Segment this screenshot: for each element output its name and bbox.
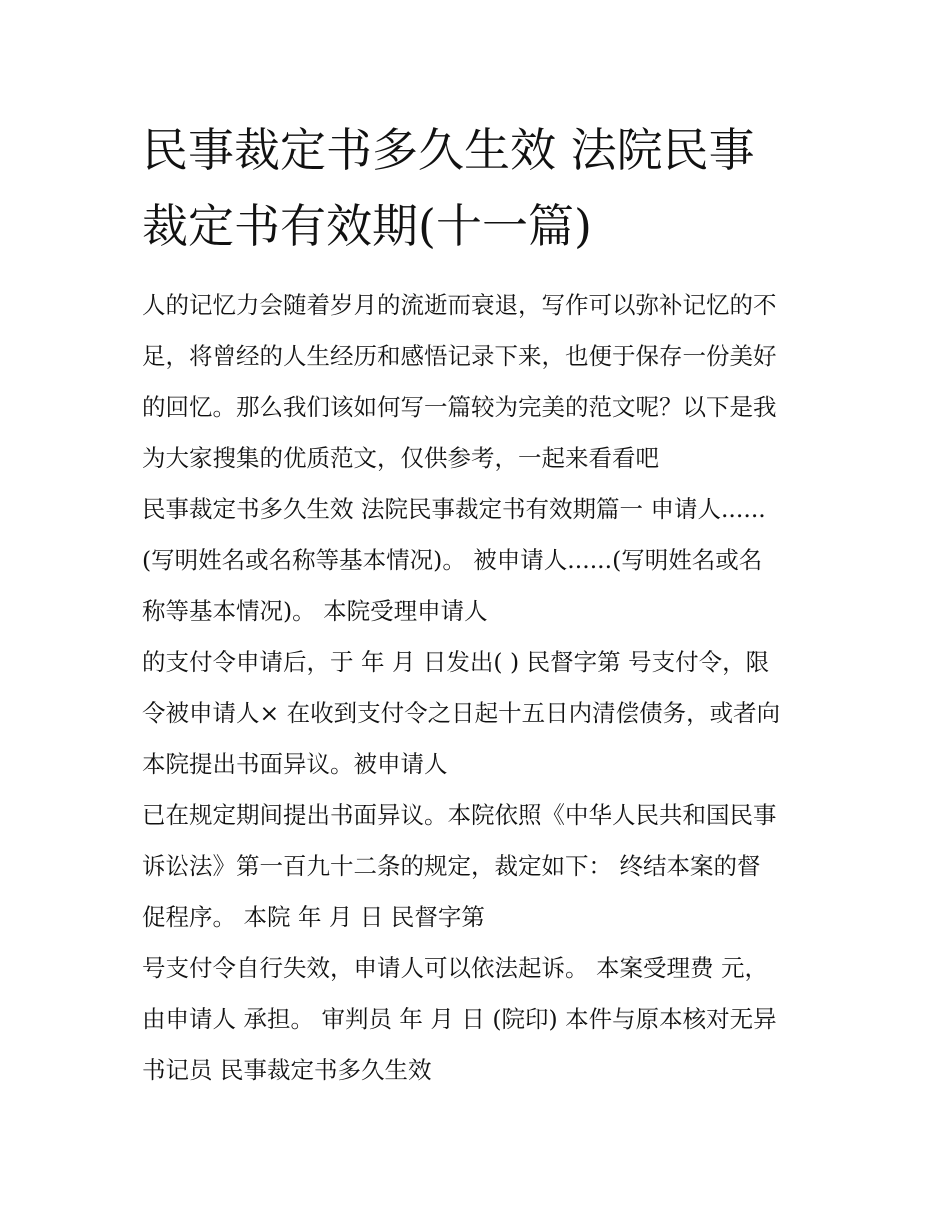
body-line: 促程序。 本院 年 月 日 民督字第	[142, 903, 485, 931]
body-line: 的支付令申请后，于 年 月 日发出( ) 民督字第 号支付令，限	[142, 648, 770, 676]
body-line: 的回忆。那么我们该如何写一篇较为完美的范文呢？以下是我	[142, 393, 777, 421]
document-title	[142, 112, 822, 264]
body-line: 本院提出书面异议。被申请人	[142, 750, 448, 778]
title-line-2: 裁定书有效期(十一篇)	[142, 199, 592, 253]
document-body	[142, 280, 822, 1096]
body-line: 诉讼法》第一百九十二条的规定，裁定如下： 终结本案的督	[142, 852, 761, 880]
title-line-1: 民事裁定书多久生效 法院民事	[142, 123, 755, 177]
body-line: 人的记忆力会随着岁月的流逝而衰退，写作可以弥补记忆的不	[142, 291, 777, 319]
body-line: 为大家搜集的优质范文，仅供参考，一起来看看吧	[142, 444, 659, 472]
body-line: 民事裁定书多久生效 法院民事裁定书有效期篇一 申请人......	[142, 495, 766, 523]
body-line: 足，将曾经的人生经历和感悟记录下来，也便于保存一份美好	[142, 342, 777, 370]
body-line: 令被申请人× 在收到支付令之日起十五日内清偿债务，或者向	[142, 699, 781, 727]
body-line: 号支付令自行失效，申请人可以依法起诉。 本案受理费 元，	[142, 954, 768, 982]
body-line: 已在规定期间提出书面异议。本院依照《中华人民共和国民事	[142, 801, 777, 829]
body-line: 书记员 民事裁定书多久生效	[142, 1056, 432, 1084]
body-line: (写明姓名或名称等基本情况)。 被申请人......(写明姓名或名	[142, 546, 763, 574]
body-line: 称等基本情况)。 本院受理申请人	[142, 597, 488, 625]
body-line: 由申请人 承担。 审判员 年 月 日 (院印) 本件与原本核对无异	[142, 1005, 777, 1033]
